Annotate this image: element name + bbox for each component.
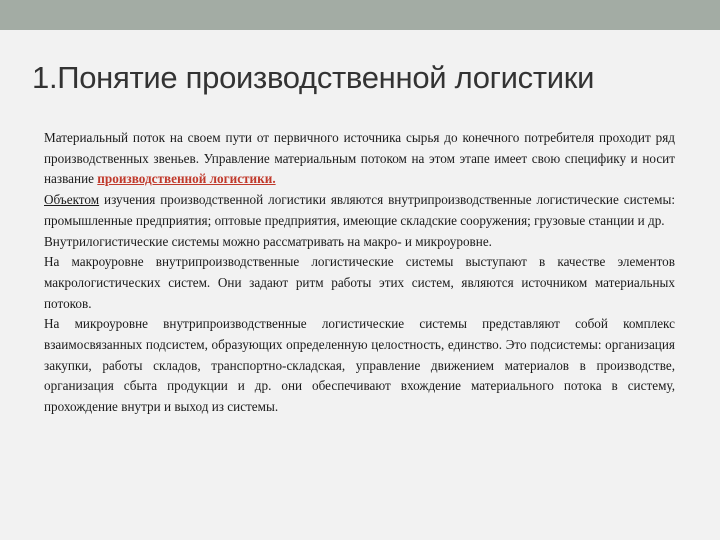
paragraph-text: Материальный поток на своем пути от первичного источника сырья до конечного потребителя проходит ряд производственных звеньев. Управление материальным потоком на этом этапе имеет свою специфику и носит название xyxy=(44,130,675,187)
paragraph-object xyxy=(44,190,675,231)
paragraph-text: изучения производственной логистики являются внутрипроизводственные логистические системы: промышленные предприятия; оптовые предприятия, имеющие складские сооружения; грузовые станции и др. xyxy=(44,192,675,228)
paragraph-micro-level: На микроуровне внутрипроизводственные логистические системы представляют собой комплекс взаимосвязанных подсистем, образующих определенную целостность, единство. Это подсистемы: организация закупки, работы складов, транспортно-складская, управление движением материалов в производстве, организация сбыта продукции и др. они обеспечивают вхождение материального потока в систему, прохождение внутри и выход из системы. xyxy=(44,316,675,415)
paragraph-levels: Внутрилогистические системы можно рассматривать на макро- и микроуровне. xyxy=(44,233,492,249)
slide-body xyxy=(44,128,675,418)
slide-title: 1.Понятие производственной логистики xyxy=(32,60,595,95)
top-accent-bar xyxy=(0,0,720,30)
paragraph-production-logistics xyxy=(44,128,675,190)
keyword-object: Объектом xyxy=(44,192,100,208)
paragraph-macro-level: На макроуровне внутрипроизводственные логистические системы выступают в качестве элементов макрологистических систем. Они задают ритм работы этих систем, являются источником материальных потоков. xyxy=(44,254,675,311)
term-production-logistics: производственной логистики. xyxy=(97,171,276,187)
